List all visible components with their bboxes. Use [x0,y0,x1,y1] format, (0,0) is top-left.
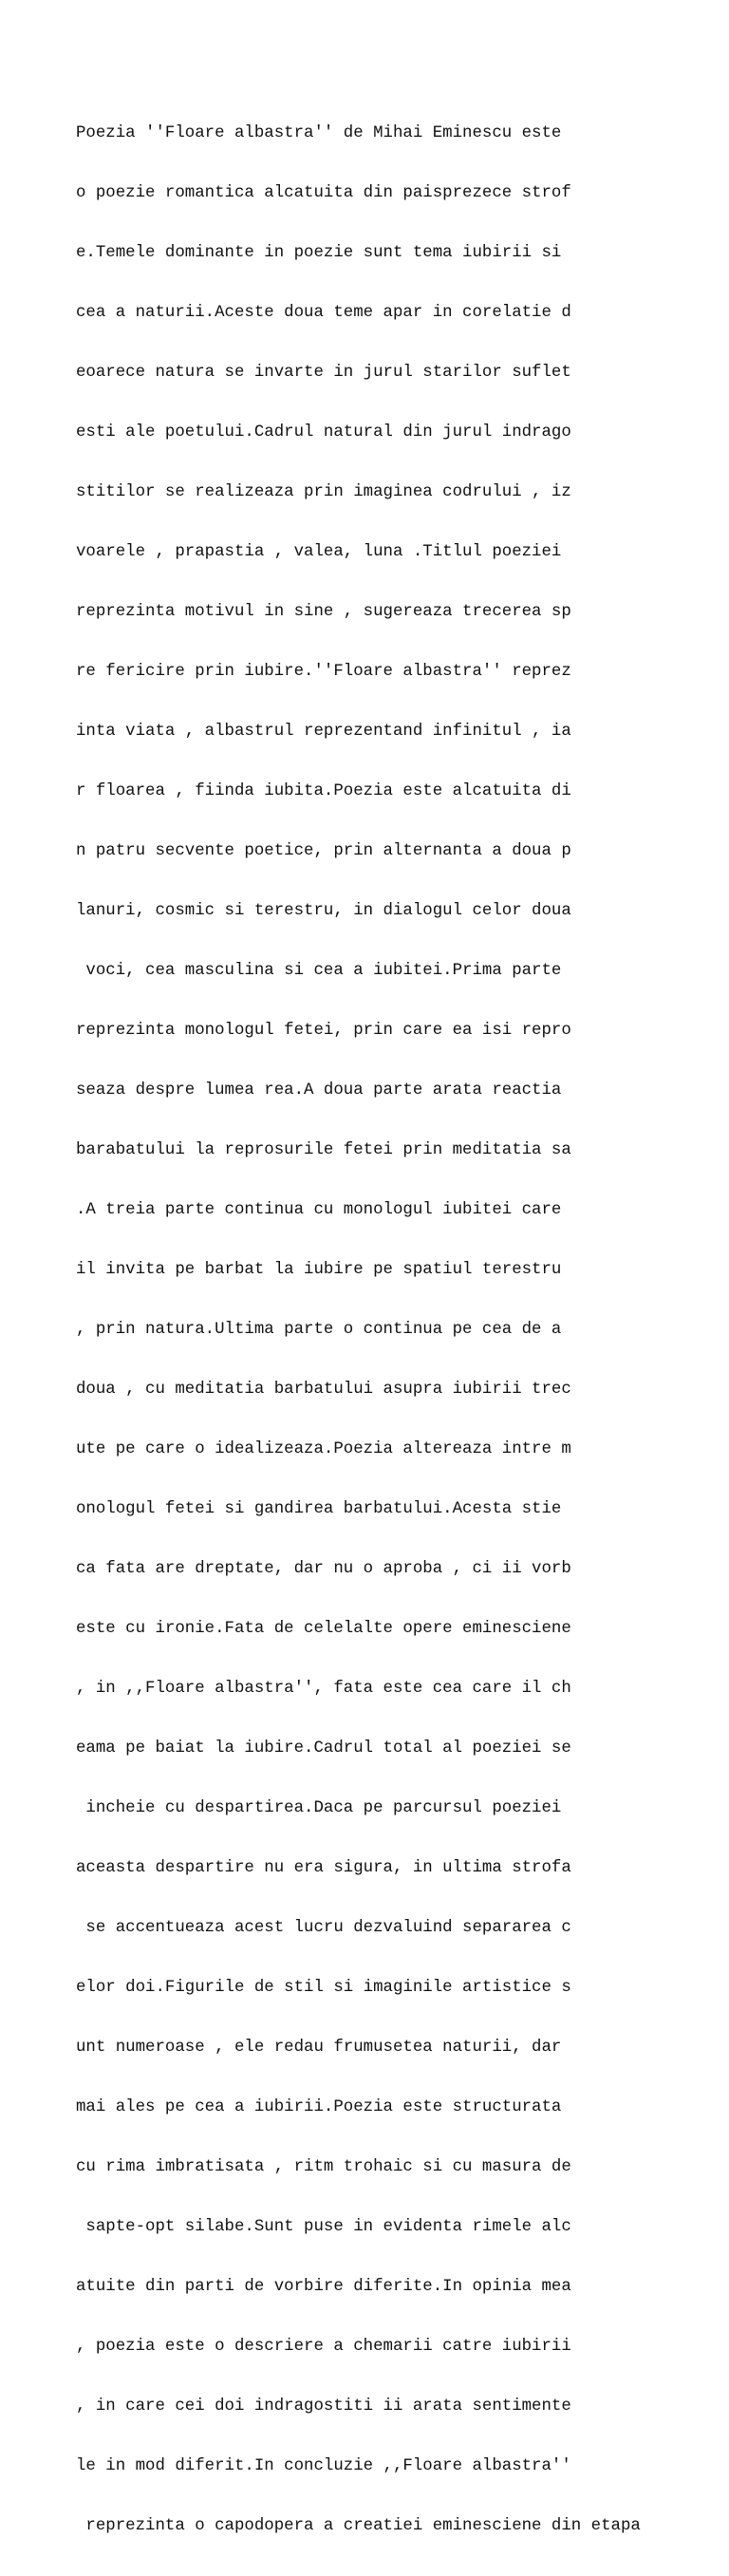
text-line: eoarece natura se invarte in jurul starilor suflet [76,364,571,382]
text-line: le in mod diferit.In concluzie ,,Floare albastra'' [76,2457,571,2475]
text-line: elor doi.Figurile de stil si imaginile artistice s [76,1979,571,1997]
text-line: lanuri, cosmic si terestru, in dialogul celor doua [76,902,571,920]
text-line: re fericire prin iubire.''Floare albastra'' reprez [76,663,571,681]
text-line: ca fata are dreptate, dar nu o aproba , ci ii vorb [76,1560,571,1578]
text-line: voci, cea masculina si cea a iubitei.Prima parte [76,962,562,980]
text-line: unt numeroase , ele redau frumusetea naturii, dar [76,2039,562,2057]
text-line: cea a naturii.Aceste doua teme apar in corelatie d [76,304,571,322]
text-line: mai ales pe cea a iubirii.Poezia este structurata [76,2098,562,2116]
text-line: Poezia ''Floare albastra'' de Mihai Eminescu este [76,124,562,142]
text-line: se accentueaza acest lucru dezvaluind separarea c [76,1919,571,1937]
text-line: reprezinta monologul fetei, prin care ea isi repro [76,1022,571,1040]
text-line: voarele , prapastia , valea, luna .Titlul poeziei [76,543,562,561]
text-line: , in care cei doi indragostiti ii arata sentimente [76,2397,571,2416]
text-line: seaza despre lumea rea.A doua parte arata reactia [76,1081,562,1100]
essay-text [76,84,725,2576]
text-line: , poezia este o descriere a chemarii catre iubirii [76,2338,571,2356]
text-line: barabatului la reprosurile fetei prin meditatia sa [76,1141,571,1159]
text-line: aceasta despartire nu era sigura, in ultima strofa [76,1859,571,1877]
text-line: esti ale poetului.Cadrul natural din jurul indrago [76,423,571,442]
text-line: reprezinta motivul in sine , sugereaza trecerea sp [76,603,571,621]
text-line: este cu ironie.Fata de celelalte opere eminesciene [76,1620,571,1638]
text-line: stitilor se realizeaza prin imaginea codrului , iz [76,483,571,501]
text-line: e.Temele dominante in poezie sunt tema iubirii si [76,244,562,262]
text-line: eama pe baiat la iubire.Cadrul total al poeziei se [76,1739,571,1758]
text-line: doua , cu meditatia barbatului asupra iubirii trec [76,1381,571,1399]
text-line: incheie cu despartirea.Daca pe parcursul poeziei [76,1799,562,1817]
text-line: cu rima imbratisata , ritm trohaic si cu masura de [76,2158,571,2176]
text-line: ute pe care o idealizeaza.Poezia altereaza intre m [76,1440,571,1458]
text-line: sapte-opt silabe.Sunt puse in evidenta rimele alc [76,2218,571,2236]
text-line: , prin natura.Ultima parte o continua pe cea de a [76,1321,562,1339]
text-line: reprezinta o capodopera a creatiei eminesciene din etapa [76,2517,641,2535]
text-line: il invita pe barbat la iubire pe spatiul terestru [76,1261,562,1279]
text-line: , in ,,Floare albastra'', fata este cea care il ch [76,1680,571,1698]
text-line: o poezie romantica alcatuita din paisprezece strof [76,184,571,202]
text-line: onologul fetei si gandirea barbatului.Acesta stie [76,1500,562,1518]
text-line: inta viata , albastrul reprezentand infinitul , ia [76,723,571,741]
text-line: n patru secvente poetice, prin alternanta a doua p [76,842,571,860]
text-line: r floarea , fiinda iubita.Poezia este alcatuita di [76,782,571,800]
text-line: .A treia parte continua cu monologul iubitei care [76,1201,562,1219]
text-line: atuite din parti de vorbire diferite.In opinia mea [76,2278,571,2296]
